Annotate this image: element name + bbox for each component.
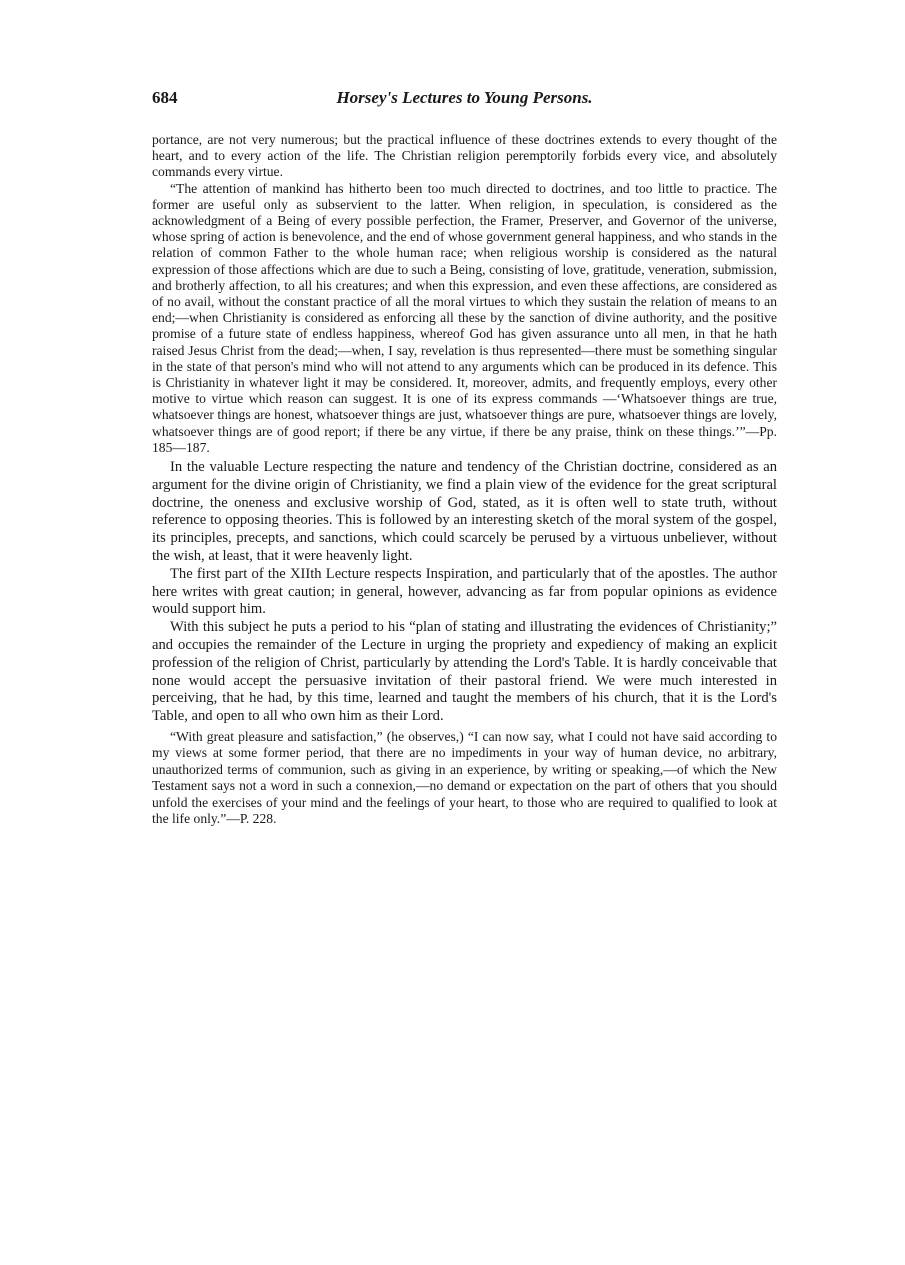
quoted-paragraph: “With great pleasure and satisfaction,” (he observes,) “I can now say, what I could not have said according to my views at some former period, that there are no impediments in your way of human device, no arbitrary, unauthorized terms of communion, such as giving in an experience, by writing or speaking,—of which the New Testament says not a word in such a connexion,—no demand or expectation on the part of others that you should unfold the exercises of your mind and the feelings of your heart, to those who are required to qualified to look at the life only.”—P. 228. — [152, 729, 777, 827]
page-header — [152, 88, 777, 116]
paragraph-continuation: portance, are not very numerous; but the practical influence of these doctrines extends to every thought of the heart, and to every action of the life. The Christian religion peremptorily forbids every vice, and absolutely commands every virtue. — [152, 132, 777, 180]
quoted-paragraph: “The attention of mankind has hitherto been too much directed to doctrines, and too little to practice. The former are useful only as subservient to the latter. When religion, in speculation, is considered as the acknowledgment of a Being of every possible perfection, the Framer, Preserver, and Governor of the universe, whose spring of action is benevolence, and the end of whose government general happiness, and who stands in the relation of common Father to the whole human race; when religious worship is considered as the natural expression of those affections which are due to such a Being, consisting of love, gratitude, veneration, submission, and brotherly affection, to all his creatures; and when this expression, and even these affections, are considered as of no avail, without the constant practice of all the moral virtues to which they sustain the relation of means to an end;—when Christianity is considered as enforcing all these by the sanction of divine authority, and the positive promise of a future state of endless happiness, whereof God has given assurance unto all men, in that he hath raised Jesus Christ from the dead;—when, I say, revelation is thus represented—there must be something singular in the state of that person's mind who will not attend to any arguments which can be produced in its defence. This is Christianity in whatever light it may be considered. It, moreover, admits, and frequently employs, every other motive to virtue which reason can suggest. It is one of its express commands —‘Whatsoever things are true, whatsoever things are honest, whatsoever things are just, whatsoever things are pure, whatsoever things are lovely, whatsoever things are of good report; if there be any virtue, if there be any praise, think on these things.’”—Pp. 185—187. — [152, 180, 777, 455]
closing-quote-block — [152, 729, 777, 827]
quoted-passage-block — [152, 132, 777, 456]
page-number: 684 — [152, 88, 178, 107]
running-title: Horsey's Lectures to Young Persons. — [336, 88, 593, 107]
review-text-block — [152, 459, 777, 726]
review-paragraph: The first part of the XIIth Lecture respects Inspiration, and particularly that of the apostles. The author here writes with great caution; in general, however, advancing as far from popular opinions as evidence would support him. — [152, 565, 777, 618]
review-paragraph: In the valuable Lecture respecting the nature and tendency of the Christian doctrine, considered as an argument for the divine origin of Christianity, we find a plain view of the evidence for the great scriptural doctrine, the oneness and exclusive worship of God, stated, as it is often well to state truth, without reference to opposing theories. This is followed by an interesting sketch of the moral system of the gospel, its principles, precepts, and sanctions, which could scarcely be perused by a virtuous unbeliever, without the wish, at least, that it were heavenly light. — [152, 459, 777, 565]
review-paragraph: With this subject he puts a period to his “plan of stating and illustrating the evidences of Christianity;” and occupies the remainder of the Lecture in urging the propriety and expediency of making an explicit profession of the religion of Christ, particularly by attending the Lord's Table. It is hardly conceivable that none would accept the persuasive invitation of their pastoral friend. We were much interested in perceiving, that he had, by this time, learned and taught the members of his church, that it is the Lord's Table, and open to all who own him as their Lord. — [152, 619, 777, 725]
